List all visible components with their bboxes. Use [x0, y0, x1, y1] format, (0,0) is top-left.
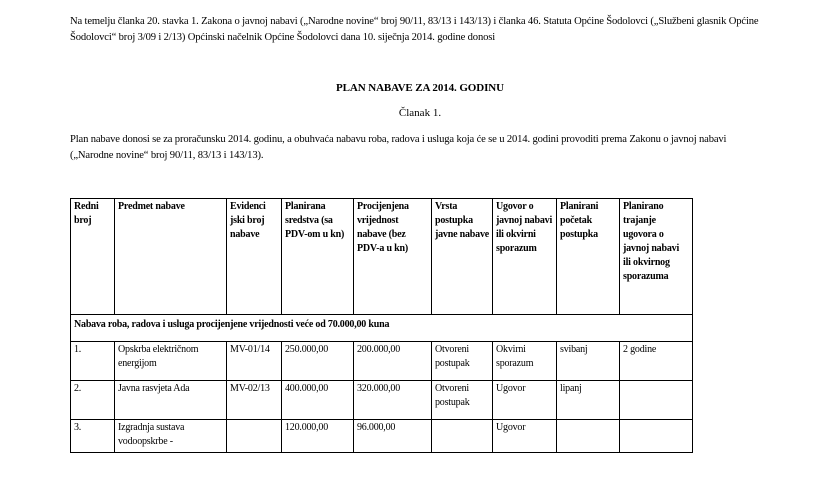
table-header-row [71, 199, 693, 315]
table-cell: 250.000,00 [282, 342, 354, 381]
table-cell: Otvoreni postupak [432, 381, 493, 420]
article-heading: Članak 1. [398, 107, 442, 119]
table-cell: Javna rasvjeta Ada [115, 381, 227, 420]
table-cell: Okvirni sporazum [493, 342, 557, 381]
table-row [71, 342, 693, 381]
table-cell: svibanj [557, 342, 620, 381]
table-cell: 200.000,00 [354, 342, 432, 381]
table-cell [557, 420, 620, 453]
column-header: Redni broj [71, 199, 115, 315]
table-cell: 2 godine [620, 342, 693, 381]
table-cell: 1. [71, 342, 115, 381]
table-cell: Otvoreni postupak [432, 342, 493, 381]
column-header: Planirano trajanje ugovora o javnoj nabavi ili okvirnog sporazuma [620, 199, 693, 315]
table-cell [432, 420, 493, 453]
section-label: Nabava roba, radova i usluga procijenjene vrijednosti veće od 70.000,00 kuna [71, 315, 693, 342]
document-title: PLAN NABAVE ZA 2014. GODINU [336, 82, 504, 94]
table-cell: Ugovor [493, 420, 557, 453]
intro-text: Na temelju članka 20. stavka 1. Zakona o javnoj nabavi („Narodne novine“ broj 90/11, 83/13 i 143/13) i članka 46. Statuta Općine Šodolovci („Službeni glasnik Općine Šodolovci“ broj 3/09 i 2/13) Općinski načelnik Općine Šodolovci dana 10. siječnja 2014. godine donosi [70, 16, 759, 43]
procurement-plan-table [70, 198, 693, 453]
table-cell [620, 420, 693, 453]
table-cell: MV-01/14 [227, 342, 282, 381]
column-header: Procijenjena vrijednost nabave (bez PDV-a u kn) [354, 199, 432, 315]
table-cell [620, 381, 693, 420]
table-cell: Opskrba električnom energijom [115, 342, 227, 381]
table-section-row [71, 315, 693, 342]
column-header: Predmet nabave [115, 199, 227, 315]
table-cell: 3. [71, 420, 115, 453]
table-cell: MV-02/13 [227, 381, 282, 420]
table-cell: 2. [71, 381, 115, 420]
column-header: Planirani početak postupka [557, 199, 620, 315]
column-header: Ugovor o javnoj nabavi ili okvirni sporazum [493, 199, 557, 315]
table-row [71, 381, 693, 420]
table-cell [227, 420, 282, 453]
table-cell: 320.000,00 [354, 381, 432, 420]
table-cell: 400.000,00 [282, 381, 354, 420]
column-header: Planirana sredstva (sa PDV-om u kn) [282, 199, 354, 315]
column-header: Evidenci jski broj nabave [227, 199, 282, 315]
table-cell: 120.000,00 [282, 420, 354, 453]
column-header: Vrsta postupka javne nabave [432, 199, 493, 315]
table-cell: Ugovor [493, 381, 557, 420]
article-paragraph: Plan nabave donosi se za proračunsku 2014. godinu, a obuhvaća nabavu roba, radova i usluga koja će se u 2014. godini provoditi prema Zakonu o javnoj nabavi („Narodne novine“ broj 90/11, 83/13 i 143/13). [70, 134, 727, 161]
table-cell: lipanj [557, 381, 620, 420]
table-cell: 96.000,00 [354, 420, 432, 453]
table-cell: Izgradnja sustava vodoopskrbe - [115, 420, 227, 453]
table-row [71, 420, 693, 453]
